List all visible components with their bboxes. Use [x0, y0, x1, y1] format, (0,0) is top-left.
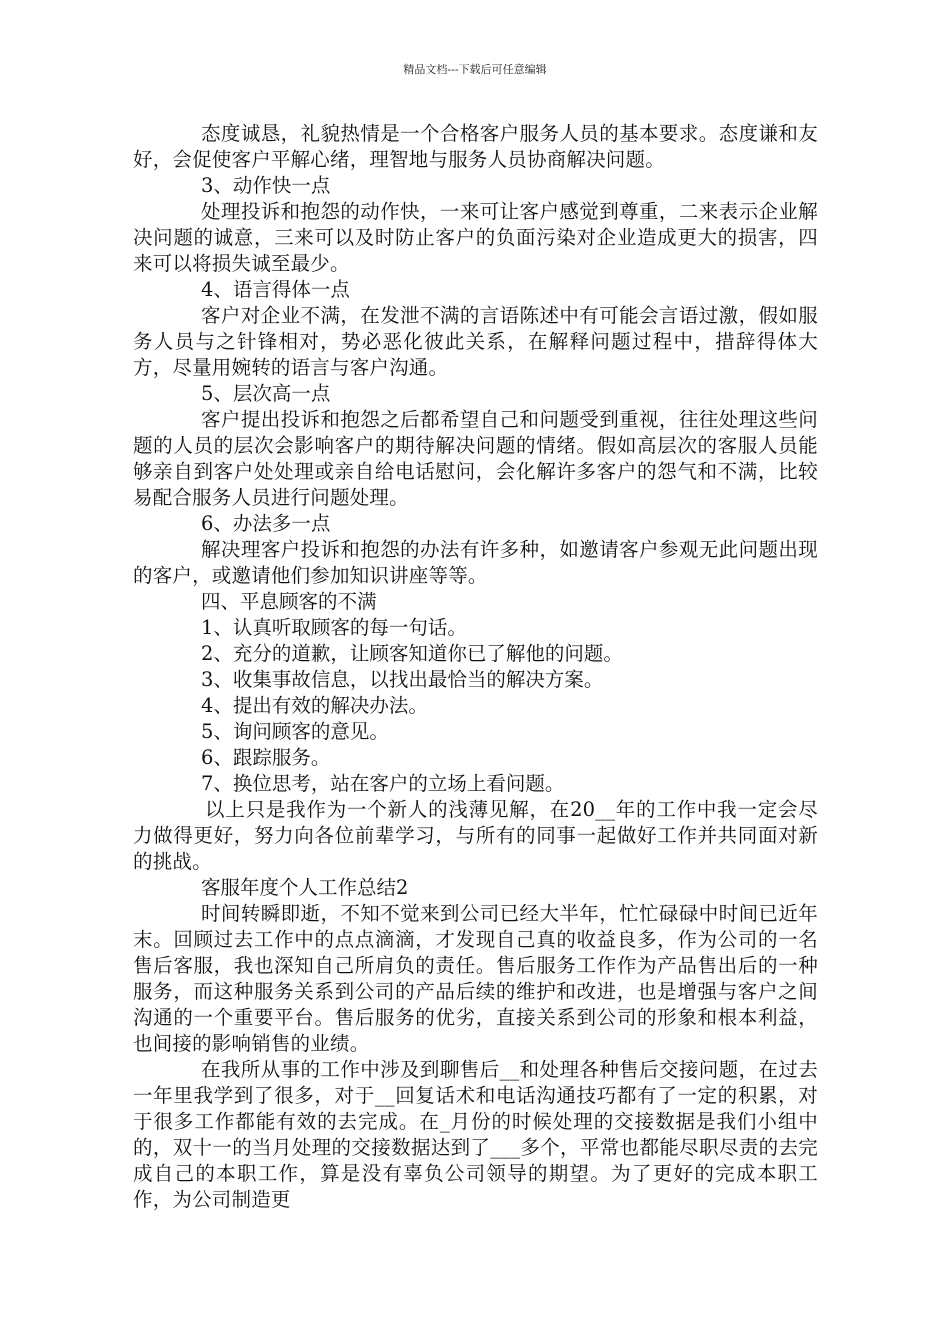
heading-action-speed: 3、动作快一点 [201, 174, 331, 197]
paragraph-conclusion: 以上只是我作为一个新人的浅薄见解，在20__年的工作中我一定会尽力做得更好，努力向各位前辈学习，与所有的同事一起做好工作并共同面对新的挑战。 [133, 798, 818, 873]
list-item: 5、询问顾客的意见。 [201, 720, 389, 743]
list-item: 1、认真听取顾客的每一句话。 [201, 616, 467, 639]
list-item: 7、换位思考，站在客户的立场上看问题。 [201, 772, 565, 795]
list-item: 4、提出有效的解决办法。 [201, 694, 428, 717]
paragraph-level: 客户提出投诉和抱怨之后都希望自己和问题受到重视，往往处理这些问题的人员的层次会影响客户的期待解决问题的情绪。假如高层次的客服人员能够亲自到客户处处理或亲自给电话慰问，会化解许多客户的怨气和不满，比较易配合服务人员进行问题处理。 [133, 408, 818, 509]
list-item: 2、充分的道歉，让顾客知道你已了解他的问题。 [201, 642, 623, 665]
page-header: 精品文档---下载后可任意编辑 [403, 63, 547, 76]
paragraph-attitude: 态度诚恳，礼貌热情是一个合格客户服务人员的基本要求。态度谦和友好，会促使客户平解心绪，理智地与服务人员协商解决问题。 [133, 122, 818, 171]
paragraph-work-details: 在我所从事的工作中涉及到聊售后__和处理各种售后交接问题，在过去一年里我学到了很多，对于__回复话术和电话沟通技巧都有了一定的积累，对于很多工作都能有效的去完成。在_月份的时候处理的交接数据是我们小组中的，双十一的当月处理的交接数据达到了___多个，平常也都能尽职尽责的去完成自己的本职工作，算是没有辜负公司领导的期望。为了更好的完成本职工作，为公司制造更 [133, 1058, 818, 1211]
heading-level: 5、层次高一点 [201, 382, 331, 405]
paragraph-language: 客户对企业不满，在发泄不满的言语陈述中有可能会言语过激，假如服务人员与之针锋相对，势必恶化彼此关系，在解释问题过程中，措辞得体大方，尽量用婉转的语言与客户沟通。 [133, 304, 818, 379]
heading-language: 4、语言得体一点 [201, 278, 350, 301]
paragraph-time-passing: 时间转瞬即逝，不知不觉来到公司已经大半年，忙忙碌碌中时间已近年末。回顾过去工作中的点点滴滴，才发现自己真的收益良多，作为公司的一名售后客服，我也深知自己所肩负的责任。售后服务工作作为产品售出后的一种服务，而这种服务关系到公司的产品后续的维护和改进，也是增强与客户之间沟通的一个重要平台。售后服务的优劣，直接关系到公司的形象和根本利益，也间接的影响销售的业绩。 [133, 902, 818, 1055]
list-item: 6、跟踪服务。 [201, 746, 331, 769]
list-item: 3、收集事故信息，以找出最恰当的解决方案。 [201, 668, 604, 691]
heading-methods: 6、办法多一点 [201, 512, 331, 535]
section-title-2: 客服年度个人工作总结2 [201, 876, 409, 899]
heading-section-4: 四、平息顾客的不满 [201, 590, 377, 613]
paragraph-methods: 解决理客户投诉和抱怨的办法有许多种，如邀请客户参观无此问题出现的客户，或邀请他们参加知识讲座等等。 [133, 538, 818, 587]
document-body [133, 121, 818, 1213]
paragraph-action-speed: 处理投诉和抱怨的动作快，一来可让客户感觉到尊重，二来表示企业解决问题的诚意，三来可以及时防止客户的负面污染对企业造成更大的损害，四来可以将损失诚至最少。 [133, 200, 818, 275]
